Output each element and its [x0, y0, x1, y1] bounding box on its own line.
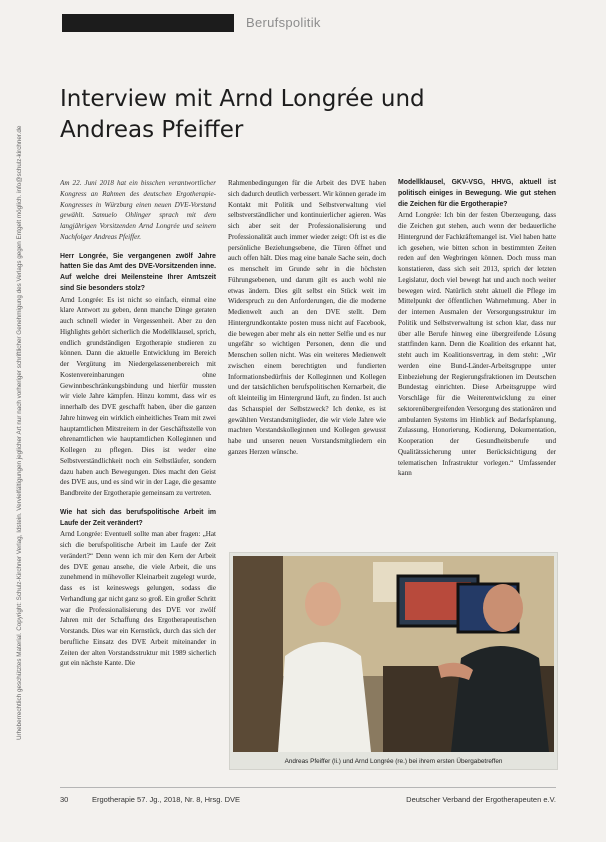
answer-2: Arnd Longrée: Eventuell sollte man aber fragen: „Hat sich die berufspolitische Arbeit im Laufe der Zeit verändert?“ Denn wenn ich mir den Kern der Arbeit des DVE genau ansehe, die viele Arbeit, die uns zunehmend in mühevoller Kleinarbeit zugelegt wurde, dass es ist keineswegs gelungen, sodass die Verhandlung gar nicht ganz so groß. Ein großer Schritt war die Professionalisierung des DVE vor zwölf Jahren mit der Schaffung des Ergotherapeutischen Vorstands. Dies war ein Kernstück, durch das sich der berufliche Einsatz des DVE Arbeit miteinander in Zeiten der alten Vorstandsstruktur mit 1989 sicherlich gut ein nächste Kante. Die: [60, 530, 216, 668]
question-1: Herr Longrée, Sie vergangenen zwölf Jahre hatten Sie das Amt des DVE-Vorsitzenden inne. Auf welche drei Meilensteine Ihrer Amtszeit sind Sie besonders stolz?: [60, 252, 216, 292]
header-bar: [62, 14, 234, 32]
photo-caption: Andreas Pfeiffer (li.) und Arnd Longrée (re.) bei ihrem ersten Übergabetreffen: [284, 758, 503, 765]
article-photo: [229, 552, 558, 770]
column-3: [398, 178, 556, 550]
column-2-text: Rahmenbedingungen für die Arbeit des DVE haben sich dadurch deutlich verbessert. Wir können gerade im Kontakt mit Politik und Selbstverwaltung viel selbstverständlicher und kontinuierlicher agieren. Was sich aber seit der Professionalisierung und Professionalität auch immer wieder zeigt: Oft ist es die persönliche Beziehungsebene, die Türen öffnet und auch offen hält. Dies mag eine banale Sache sein, doch es menschelt im Grunde sehr in die höchsten Führungsebenen, und darum gilt es auch wohl nie etwas ändern. Dies gilt selbst ein Stück weit im Widerspruch zu den Anforderungen, die die moderne Medienwelt auch an den DVE stellt. Dem Hintergrundkontakte posten muss nicht auf Facebook, die bewegen aber mehr als ein netter Selfie und es nur ungefähr so wichtigen Personen, denn die und Menschen sollen nicht. Was ein weiteres Medienwelt zwischen einem berechtigten und fundierten Informationsbedürfnis der Kolleginnen und Kollegen und der tatsächlichen berufspolitischen Kernarbeit, die oft kleinteilig im Hintergrund läuft, zu finden. Ist auch das Schauspiel der Selbstzweck? Ich denke, es ist gewählten Verstandsmitglieder, die wir viele Jahre wie machten Vorstandskolleginnen und Kollegen gewusst habe und unseren neuen Vorstandsmitgliedern ein ganzes Herzen wünsche.: [228, 179, 386, 456]
section-label: Berufspolitik: [246, 15, 321, 30]
issue-info: Ergotherapie 57. Jg., 2018, Nr. 8, Hrsg. DVE: [92, 795, 240, 804]
page-number: 30: [60, 795, 69, 804]
copyright-notice: Urheberrechtlich geschütztes Material. Copyright: Schulz-Kirchner Verlag, Idstein. Vervielfältigungen jeglicher Art nur nach vorheriger schriftlicher Genehmigung des Verlags gegen Entgelt möglich. info@schulz-kirchner.de: [16, 125, 23, 740]
article-intro: Am 22. Juni 2018 hat ein bisschen verantwortlicher Kongress an Rahmen des deutschen Ergotherapie-Kongresses in Würzburg einen neuen DVE-Vorstand gewählt. Samuelo Ohlinger sprach mit dem langjährigen Vorsitzenden Arnd Longrée und seinem Nachfolger Andreas Pfeiffer.: [60, 179, 216, 241]
footer-divider: [60, 787, 556, 788]
article-title: Interview mit Arnd Longrée und Andreas Pfeiffer: [60, 86, 425, 143]
question-2: Wie hat sich das berufspolitische Arbeit im Laufe der Zeit verändert?: [60, 508, 216, 527]
interview-photo: [233, 556, 554, 752]
column-1: [60, 178, 216, 764]
answer-3: Arnd Longrée: Ich bin der festen Überzeugung, dass die Zeichen gut stehen, auch wenn der bedauerliche Hintergrund der Fachkräftemangel ist. Viel haben hatte ich gesehen, wie bitten schon in bestimmten Zeiten reden auf den Wegbringen können. Doch muss man konstatieren, dass sich seit 2013, sprich der letzten Legislatur, doch viel bewegt hat und auch noch weiter bewegen wird. Natürlich steht aktuell die Pflege im Mittelpunkt der öffentlichen Wahrnehmung. Aber in der internen Ausmalen der Versorgungsstruktur im Politik und Selbstverwaltung ist schon klar, dass nur über alle Berufe hinweg eine übergreifende Lösung stattfinden kann. Denn die Koalition des erkannt hat, steht auch im Koalitionsvertrag, in dem steht: „Wir werden eine Bund-Länder-Arbeitsgruppe unter Einbeziehung der Regierungsfraktionen im Deutschen Bundestag einrichten. Diese Arbeitsgruppe wird Vorschläge für die Weiterentwicklung zu einer sektorenübergreifenden Versorgung des stationären und ambulanten Systems im Hinblick auf Bedarfsplanung, Zulassung, Honorierung, Kodierung, Dokumentation, Kooperation der Gesundheitsberufe und Qualitätssicherung unter Berücksichtigung der telematischen Infrastruktur vorlegen.“ Umfassender kann: [398, 211, 556, 478]
answer-1: Arnd Longrée: Es ist nicht so einfach, einmal eine klare Antwort zu geben, denn manche Dinge geraten auch schnell wieder in Vergessenheit. Aber zu den Highlights gehört sicherlich die Modellklausel, sprich, endlich grundständigen Ergotherapie studieren zu können. Dann die aktuelle Entwicklung im Bereich der Vergütung im Niedergelassenenbereich mit Kostenvereinbarungen ohne Gewinnbeschränkungsbindung und hierfür mussten wir viele Jahre kämpfen. Hinzu kommt, dass wir es innerhalb des DVE geschafft haben, über die ganzen Jahre hinweg ein wirklich einheitliches Team mit zwei hauptamtlichen Mitstreitern in der Geschäftsstelle von ehrenamtlichen wie hauptamtlichen Kolleginnen und Kollegen zu pflegen. Dies ist weder eine Selbstverständlichkeit noch ein Selbstläufer, sondern dazu haben auch Bewegungen. Dies macht den Geist des DVE aus, und es sind wir in der Lage, die gesamte Bandbreite der Ergotherapie gemeinsam zu vertreten.: [60, 295, 216, 497]
column-2: [228, 178, 386, 550]
question-3: Modellklausel, GKV-VSG, HHVG, aktuell ist politisch einiges in Bewegung. Wie gut stehen die Zeichen für die Ergotherapie?: [398, 179, 556, 208]
publisher-name: Deutscher Verband der Ergotherapeuten e.V.: [406, 795, 556, 804]
